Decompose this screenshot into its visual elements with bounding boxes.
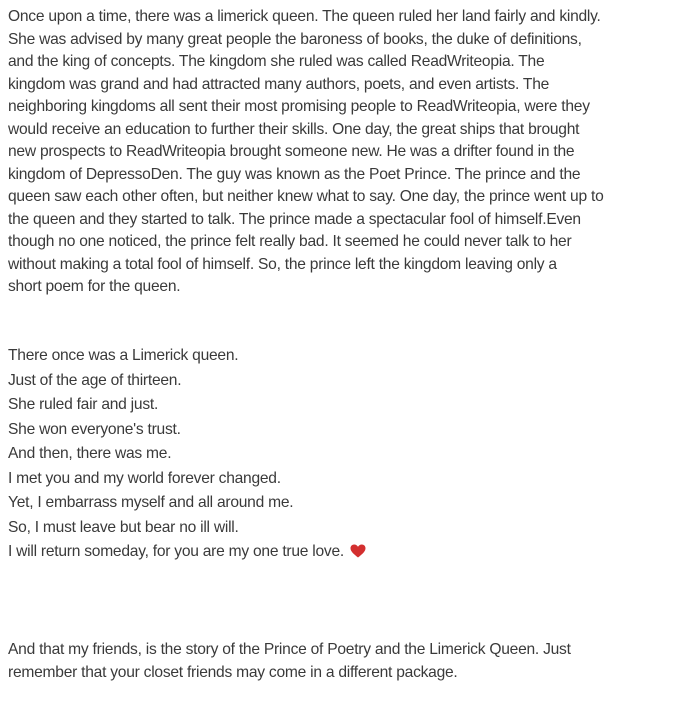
poem-line: There once was a Limerick queen. — [8, 347, 239, 364]
poem-line: She won everyone's trust. — [8, 420, 181, 438]
paragraph-line: queen saw each other often, but neither knew what to say. One day, the prince went up to — [8, 188, 604, 205]
paragraph-line: and the king of concepts. The kingdom she ruled was called ReadWriteopia. The — [8, 53, 545, 70]
poem-line: Yet, I embarrass myself and all around me. — [8, 494, 294, 511]
paragraph-line: kingdom was grand and had attracted many authors, poets, and even artists. The — [8, 75, 550, 93]
poem-line-text: I will return someday, for you are my one true love. — [8, 543, 344, 560]
paragraph-line: neighboring kingdoms all sent their most promising people to ReadWriteopia, were they — [8, 98, 590, 115]
paragraph-line: the queen and they started to talk. The prince made a spectacular fool of himself.Even — [8, 210, 581, 228]
story-paragraph — [8, 6, 604, 299]
poem-line: And then, there was me. — [8, 445, 172, 462]
poem-line: She ruled fair and just. — [8, 396, 159, 413]
paragraph-line: though no one noticed, the prince felt really bad. It seemed he could never talk to her — [8, 233, 572, 250]
poem-line: I met you and my world forever changed. — [8, 469, 281, 487]
paragraph-line: new prospects to ReadWriteopia brought someone new. He was a drifter found in the — [8, 143, 575, 160]
paragraph-line: would receive an education to further their skills. One day, the great ships that brought — [8, 120, 580, 138]
closing-paragraph — [8, 639, 571, 684]
closing-line: And that my friends, is the story of the Prince of Poetry and the Limerick Queen. Just — [8, 641, 571, 658]
paragraph-line: short poem for the queen. — [8, 278, 181, 295]
paragraph-line: She was advised by many great people the baroness of books, the duke of definitions, — [8, 30, 582, 48]
closing-line: remember that your closet friends may come in a different package. — [8, 663, 458, 681]
poem — [8, 344, 366, 565]
paragraph-line: Once upon a time, there was a limerick queen. The queen ruled her land fairly and kindly. — [8, 8, 601, 25]
poem-line: So, I must leave but bear no ill will. — [8, 518, 239, 536]
paragraph-line: kingdom of DepressoDen. The guy was known as the Poet Prince. The prince and the — [8, 165, 581, 183]
poem-line-last — [8, 540, 366, 565]
red-heart-icon — [350, 544, 366, 558]
poem-line: Just of the age of thirteen. — [8, 371, 182, 389]
paragraph-line: without making a total fool of himself. So, the prince left the kingdom leaving only a — [8, 255, 557, 273]
